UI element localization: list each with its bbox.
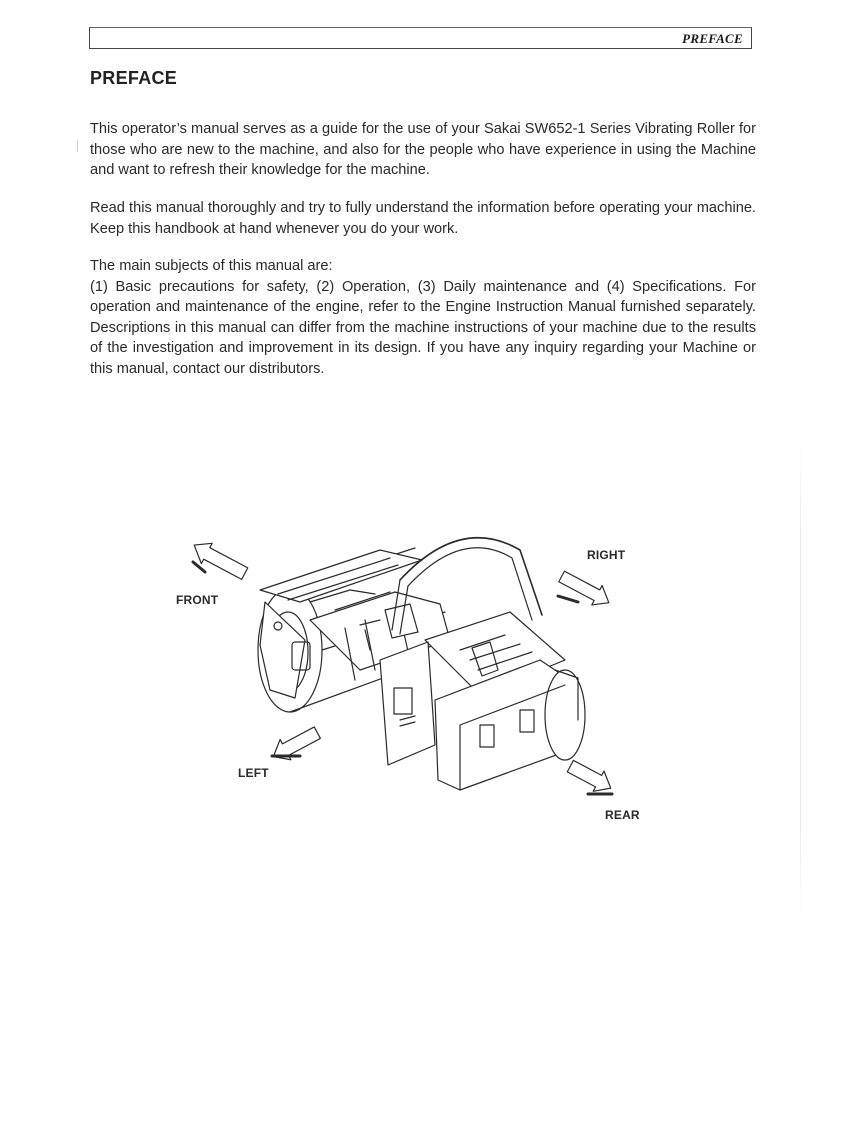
right-label: RIGHT [587,548,626,562]
roller-machine-drawing [258,538,585,790]
front-arrow-icon [188,536,250,584]
subjects-paragraph [90,256,756,379]
left-arrow-icon [268,723,323,767]
right-arrow-icon [556,567,614,612]
subjects-body: (1) Basic precautions for safety, (2) Operation, (3) Daily maintenance and (4) Specifications. For operation and maintenance of the engine, refer to the Engine Instruction Manual furnished separately. Descriptions in this manual can differ from the machine instructions of your machine due to the results of the investigation and improvement in its design. If you have any inquiry regarding your Machine or this manual, contact our distributors. [90,278,756,377]
header-section-label: PREFACE [682,31,743,46]
read-paragraph: Read this manual thoroughly and try to fully understand the information before operating your machine. Keep this handbook at hand whenever you do your work. [90,200,756,237]
scan-edge [800,440,801,920]
roller-drawing [160,520,680,830]
rear-arrow-icon [565,756,616,798]
page-title: PREFACE [90,68,178,88]
front-label: FRONT [176,593,219,607]
margin-mark [77,140,78,152]
intro-paragraph: This operator’s manual serves as a guide for the use of your Sakai SW652-1 Series Vibrating Roller for those who are new to the machine, and also for the people who have experience in using the Machine and want to refresh their knowledge for the machine. [90,121,756,178]
rear-label: REAR [605,808,640,822]
left-label: LEFT [238,766,269,780]
subjects-lead: The main subjects of this manual are: [90,258,333,274]
header-bar [89,27,752,49]
roller-orientation-figure [160,520,680,830]
